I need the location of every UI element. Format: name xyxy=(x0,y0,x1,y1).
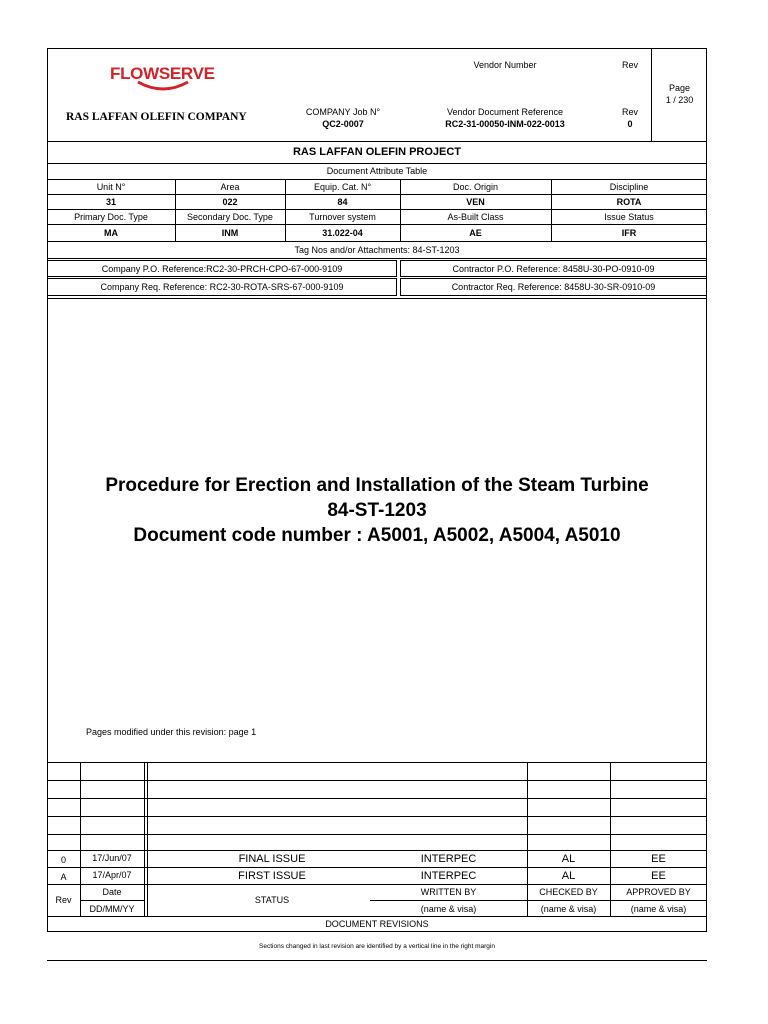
rule xyxy=(47,798,707,799)
primary-doc-type-label: Primary Doc. Type xyxy=(74,212,148,222)
written-by-header: WRITTEN BY xyxy=(420,887,477,897)
rule xyxy=(47,867,707,868)
as-built-class-value: AE xyxy=(469,228,482,238)
rule xyxy=(47,850,707,851)
rule xyxy=(47,762,707,763)
written-a: INTERPEC xyxy=(420,870,477,882)
pages-modified-note: Pages modified under this revision: page 1 xyxy=(86,727,257,737)
rev-0: 0 xyxy=(60,855,66,865)
document-title-line2: 84-ST-1203 xyxy=(327,500,427,521)
issue-status-label: Issue Status xyxy=(604,212,654,222)
page-label: Page xyxy=(668,83,691,93)
rule xyxy=(47,258,707,259)
footnote: Sections changed in last revision are identified by a vertical line in the right margin xyxy=(259,943,495,950)
area-value: 022 xyxy=(222,197,238,207)
equip-cat-label: Equip. Cat. N° xyxy=(313,182,372,192)
status-header: STATUS xyxy=(254,895,290,905)
approved-by-name-visa: (name & visa) xyxy=(630,904,687,914)
header-bottom-border xyxy=(47,141,707,142)
turnover-system-label: Turnover system xyxy=(309,212,376,222)
checked-by-header: CHECKED BY xyxy=(539,887,598,897)
rule xyxy=(47,780,707,781)
vendor-doc-ref-label: Vendor Document Reference xyxy=(446,107,564,117)
checked-by-name-visa: (name & visa) xyxy=(540,904,597,914)
rev-header: Rev xyxy=(55,895,72,905)
tag-nos: Tag Nos and/or Attachments: 84-ST-1203 xyxy=(294,245,460,255)
document-code-line: Document code number : A5001, A5002, A5004, A5010 xyxy=(133,525,621,546)
company-job-value: QC2-0007 xyxy=(322,119,364,129)
date-format-header: DD/MM/YY xyxy=(89,904,135,914)
date-header: Date xyxy=(102,887,122,897)
turnover-system-value: 31.022-04 xyxy=(322,228,363,238)
vendor-doc-ref-value: RC2-31-00050-INM-022-0013 xyxy=(445,119,565,129)
as-built-class-label: As-Built Class xyxy=(447,212,504,222)
date-0: 17/Jun/07 xyxy=(92,853,132,863)
contractor-po-reference: Contractor P.O. Reference: 8458U-30-PO-0910-09 xyxy=(452,264,655,274)
secondary-doc-type-label: Secondary Doc. Type xyxy=(187,212,273,222)
approved-by-header: APPROVED BY xyxy=(626,887,691,897)
doc-origin-value: VEN xyxy=(466,197,485,207)
rule xyxy=(47,298,707,299)
company-name: RAS LAFFAN OLEFIN COMPANY xyxy=(66,111,247,123)
unit-value: 31 xyxy=(105,197,116,207)
status-0: FINAL ISSUE xyxy=(238,853,306,865)
company-po-reference: Company P.O. Reference:RC2-30-PRCH-CPO-67-000-9109 xyxy=(101,264,343,274)
page-value: 1 / 230 xyxy=(665,95,694,105)
primary-doc-type-value: MA xyxy=(104,228,118,238)
rule xyxy=(47,241,707,242)
company-job-label: COMPANY Job N° xyxy=(305,107,381,117)
footer-rule xyxy=(47,960,707,961)
unit-label: Unit N° xyxy=(96,182,126,192)
discipline-value: ROTA xyxy=(616,197,642,207)
area-label: Area xyxy=(220,182,240,192)
document-revisions-label: DOCUMENT REVISIONS xyxy=(325,919,429,929)
status-a: FIRST ISSUE xyxy=(238,870,306,882)
equip-cat-value: 84 xyxy=(337,197,348,207)
rev-value: 0 xyxy=(627,119,633,129)
rev-a: A xyxy=(60,872,67,882)
date-a: 17/Apr/07 xyxy=(92,870,132,880)
document-title-line1: Procedure for Erection and Installation of the Steam Turbine xyxy=(105,475,649,496)
vendor-number-label: Vendor Number xyxy=(473,60,537,70)
checked-0: AL xyxy=(561,853,576,865)
rule xyxy=(47,163,707,164)
issue-status-value: IFR xyxy=(621,228,637,238)
written-by-name-visa: (name & visa) xyxy=(420,904,477,914)
rev-label: Rev xyxy=(621,107,638,117)
project-title: RAS LAFFAN OLEFIN PROJECT xyxy=(292,146,462,158)
secondary-doc-type-value: INM xyxy=(221,228,239,238)
company-req-reference: Company Req. Reference: RC2-30-ROTA-SRS-67-000-9109 xyxy=(100,282,344,292)
logo-text: FLOWSERVE xyxy=(110,64,215,83)
rule xyxy=(370,900,707,901)
rule xyxy=(47,224,707,225)
rule xyxy=(47,834,707,835)
rule xyxy=(47,816,707,817)
approved-0: EE xyxy=(651,853,666,865)
rev-label-top: Rev xyxy=(621,60,638,70)
attr-table-title: Document Attribute Table xyxy=(326,166,428,176)
approved-a: EE xyxy=(651,870,666,882)
rule xyxy=(80,900,144,901)
rule xyxy=(144,762,145,916)
written-0: INTERPEC xyxy=(420,853,477,865)
discipline-label: Discipline xyxy=(609,182,649,192)
checked-a: AL xyxy=(561,870,576,882)
doc-origin-label: Doc. Origin xyxy=(452,182,498,192)
contractor-req-reference: Contractor Req. Reference: 8458U-30-SR-0910-09 xyxy=(451,282,656,292)
flowserve-logo xyxy=(108,62,218,98)
